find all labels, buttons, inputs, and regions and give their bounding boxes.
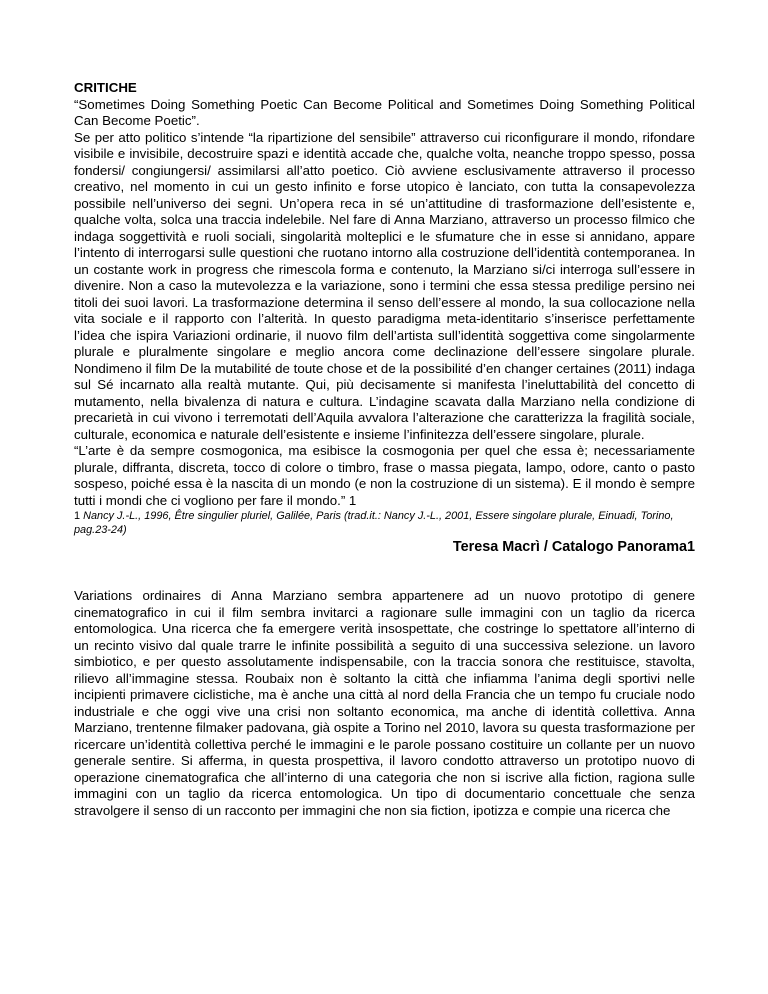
section-title: CRITICHE <box>74 80 137 95</box>
footnote-text: Nancy J.-L., 1996, Être singulier pluriel, Galilée, Paris (trad.it.: Nancy J.-L., 2001, Essere singolare plurale, Einuadi, Torino, pag.23-24) <box>74 510 674 536</box>
section-spacer <box>74 556 695 588</box>
essay2-paragraph: Variations ordinaires di Anna Marziano sembra appartenere ad un nuovo prototipo di genere cinematografico in cui il film sembra invitarci a ragionare sulle immagini con un taglio da ricerca entomologica. Una ricerca che fa emergere verità insospettate, che costringe lo spettatore all’interno di un recinto visivo dal quale trarre le infinite possibilità a seguito di una successiva selezione. un lavoro simbiotico, e per questo assolutamente indispensabile, con la traccia sonora che restituisce, stavolta, rilievo all’immagine stessa. Roubaix non è soltanto la città che infiamma l’anima degli sportivi nelle incipienti primavere ciclistiche, ma è anche una città al nord della Francia che un tempo fu cruciale nodo industriale e che oggi vive una crisi non soltanto economica, ma anche di identità collettiva. Anna Marziano, trentenne filmaker padovana, già ospite a Torino nel 2010, lavora su questa trasformazione per ricercare un’identità collettiva perché le immagini e le parole possano costituire un collante per un nuovo generale sentire. Si afferma, in questa prospettiva, il lavoro condotto attraverso un prototipo nuovo di operazione cinematografica che all’interno di una categoria che non si iscrive alla fiction, ragiona sulle immagini con un taglio da ricerca entomologica. Un tipo di documentario concettuale che senza stravolgere il senso di un racconto per immagini che non sia fiction, ipotizza e compie una ricerca che <box>74 588 695 818</box>
document-page <box>74 80 695 819</box>
essay1-quote-title: “Sometimes Doing Something Poetic Can Become Political and Sometimes Doing Something Political Can Become Poetic”. <box>74 96 695 128</box>
essay1-signature: Teresa Macrì / Catalogo Panorama1 <box>452 539 695 555</box>
footnote <box>74 509 695 537</box>
footnote-number: 1 <box>74 510 81 522</box>
essay1-paragraph: Se per atto politico s’intende “la ripartizione del sensibile” attraverso cui riconfigurare il mondo, rifondare visibile e invisibile, decostruire spazi e identità accade che, qualche volta, neanche troppo spesso, possa fondersi/ congiungersi/ assimilarsi all’atto poetico. Ciò avviene esclusivamente attraverso il processo creativo, nel momento in cui un gesto infinito e forse utopico è lanciato, con tutta la consapevolezza possibile nell’universo dei segni. Un’opera reca in sé un’attitudine di trasformazione dell’esistente e, qualche volta, solca una traccia indelebile. Nel fare di Anna Marziano, attraverso un processo filmico che indaga soggettività e ruoli sociali, singolarità molteplici e le sfumature che in esse si annidano, appare l’intento di interrogarsi sulle questioni che ruotano intorno alla costruzione dell’identità contemporanea. In un costante work in progress che rimescola forma e contenuto, la Marziano si/ci interroga sull’essere in divenire. Non a caso la mutevolezza e la variazione, sono i termini che essa stessa predilige persino nei titoli dei suoi lavori. La trasformazione determina il senso dell’essere al mondo, la sua collocazione nella vita sociale e il rapporto con l’alterità. In questo paradigma meta-identitario s’inserisce perfettamente l’idea che ispira Variazioni ordinarie, il nuovo film dell’artista sull’identità soggettiva come singolarmente plurale e pluralmente singolare e meglio ancora come declinazione dell’essere singolare plurale. Nondimeno il film De la mutabilité de toute chose et de la possibilité d’en changer certaines (2011) indaga sul Sé incarnato alla realtà mutante. Qui, più decisamente si manifesta l’ineluttabilità del concetto di mutamento, nella bivalenza di natura e cultura. L’indagine scavata dalla Marziano nella condizione di precarietà in cui vivono i terremotati dell’Aquila avvalora l’alterazione che caratterizza la fragilità sociale, culturale, economica e naturale dell’esistente e insieme l’infinitezza dell’essere singolare, plurale. <box>74 129 695 442</box>
essay1-quote: “L’arte è da sempre cosmogonica, ma esibisce la cosmogonia per quel che essa è; necessariamente plurale, diffranta, discreta, tocco di colore o timbro, frase o massa piegata, lampo, odore, canto o pasto sospeso, poiché essa è la nascita di un mondo (e non la costruzione di un sistema). E il mondo è sempre tutti i mondi che ci vogliono per fare il mondo.” 1 <box>74 443 695 508</box>
